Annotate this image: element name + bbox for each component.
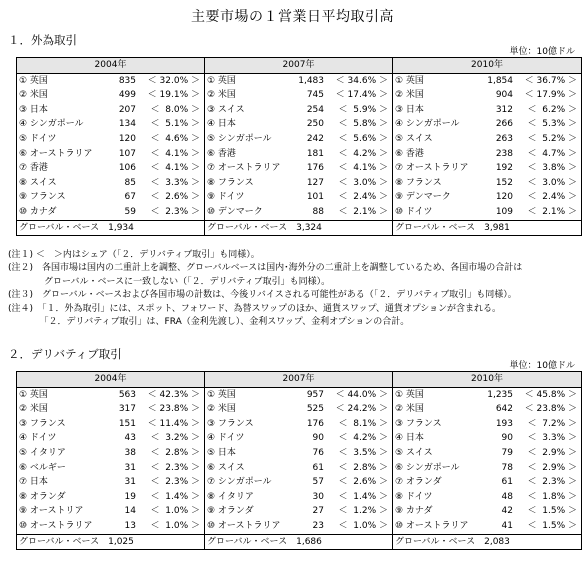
volume-value: 67 xyxy=(124,192,136,203)
country-name: ④ 日本 xyxy=(207,119,236,130)
volume-value: 525 xyxy=(306,404,324,415)
country-name: ④ シンガポール xyxy=(19,119,84,130)
volume-value: 1,854 xyxy=(487,75,513,86)
country-name: ④ 日本 xyxy=(395,433,424,444)
country-name: ⑤ スイス xyxy=(395,133,433,144)
volume-value: 127 xyxy=(306,177,324,188)
table-row xyxy=(17,431,582,446)
country-name: ⑥ スイス xyxy=(207,462,245,473)
country-name: ⑧ オランダ xyxy=(19,491,66,502)
share-value: ＜ 5.9% ＞ xyxy=(338,104,388,115)
country-name: ⑧ フランス xyxy=(207,177,254,188)
country-name: ⑦ シンガポール xyxy=(207,477,272,488)
volume-value: 176 xyxy=(306,163,324,174)
global-base-total: グローバル・ベース 1,934 xyxy=(17,220,205,236)
country-name: ⑦ オーストラリア xyxy=(395,163,469,174)
volume-value: 31 xyxy=(124,462,136,473)
table-row xyxy=(17,490,582,505)
volume-value: 76 xyxy=(312,447,324,458)
table-row xyxy=(17,147,582,162)
share-value: ＜ 17.9% ＞ xyxy=(524,90,577,101)
volume-value: 499 xyxy=(118,90,136,101)
volume-value: 563 xyxy=(118,389,136,400)
country-name: ⑤ ドイツ xyxy=(19,133,57,144)
table-row xyxy=(17,519,582,534)
share-value: ＜ 3.0% ＞ xyxy=(338,177,388,188)
volume-value: 134 xyxy=(118,119,136,130)
volume-value: 1,235 xyxy=(487,389,513,400)
total-row xyxy=(17,534,582,550)
country-name: ① 英国 xyxy=(19,389,48,400)
share-value: ＜ 1.5% ＞ xyxy=(527,520,577,531)
volume-value: 30 xyxy=(312,491,324,502)
country-name: ⑩ オーストラリア xyxy=(19,520,93,531)
country-name: ⑨ フランス xyxy=(19,192,66,203)
country-name: ⑨ ドイツ xyxy=(207,192,245,203)
volume-value: 642 xyxy=(495,404,513,415)
share-value: ＜ 45.8% ＞ xyxy=(524,389,577,400)
volume-value: 109 xyxy=(495,206,513,217)
share-value: ＜ 2.4% ＞ xyxy=(527,192,577,203)
share-value: ＜ 32.0% ＞ xyxy=(147,75,200,86)
country-name: ① 英国 xyxy=(207,389,236,400)
country-name: ⑥ 香港 xyxy=(207,148,236,159)
country-name: ⑩ カナダ xyxy=(19,206,57,217)
share-value: ＜ 1.0% ＞ xyxy=(150,506,200,517)
year-header: 2010年 xyxy=(393,58,582,74)
share-value: ＜ 8.1% ＞ xyxy=(338,418,388,429)
country-name: ⑦ 日本 xyxy=(19,477,48,488)
share-value: ＜ 5.3% ＞ xyxy=(527,119,577,130)
country-name: ⑥ オーストラリア xyxy=(19,148,93,159)
table-row xyxy=(17,205,582,220)
volume-value: 90 xyxy=(312,433,324,444)
volume-value: 120 xyxy=(495,192,513,203)
volume-value: 90 xyxy=(501,433,513,444)
volume-value: 120 xyxy=(118,133,136,144)
table-row xyxy=(17,176,582,191)
volume-value: 904 xyxy=(495,90,513,101)
country-name: ⑨ カナダ xyxy=(395,506,433,517)
volume-value: 57 xyxy=(312,477,324,488)
share-value: ＜ 2.6% ＞ xyxy=(338,477,388,488)
country-name: ⑧ フランス xyxy=(395,177,442,188)
share-value: ＜ 2.8% ＞ xyxy=(338,462,388,473)
table-row xyxy=(17,402,582,417)
country-name: ⑨ オーストリア xyxy=(19,506,84,517)
volume-value: 13 xyxy=(124,520,136,531)
country-name: ① 英国 xyxy=(395,75,424,86)
country-name: ⑦ 香港 xyxy=(19,163,48,174)
note-line: 「２．デリバティブ取引」は、FRA（金利先渡し）、金利スワップ、金利オプションの合計。 xyxy=(8,317,410,328)
country-name: ⑨ オランダ xyxy=(207,506,254,517)
note-line: (注３) グローバル・ベースおよび各国市場の計数は、今後リバイスされる可能性がある（「２．デリバティブ取引」も同様）。 xyxy=(8,290,517,301)
volume-value: 254 xyxy=(306,104,324,115)
country-name: ② 米国 xyxy=(395,90,424,101)
share-value: ＜ 6.2% ＞ xyxy=(527,104,577,115)
share-value: ＜ 7.2% ＞ xyxy=(527,418,577,429)
share-value: ＜ 2.6% ＞ xyxy=(150,192,200,203)
table-row xyxy=(17,161,582,176)
country-name: ⑤ シンガポール xyxy=(207,133,272,144)
share-value: ＜ 11.4% ＞ xyxy=(147,418,200,429)
volume-value: 31 xyxy=(124,477,136,488)
country-name: ② 米国 xyxy=(395,404,424,415)
share-value: ＜ 4.1% ＞ xyxy=(150,148,200,159)
country-name: ③ 日本 xyxy=(395,104,424,115)
volume-value: 242 xyxy=(306,133,324,144)
country-name: ④ ドイツ xyxy=(19,433,57,444)
volume-value: 193 xyxy=(495,418,513,429)
country-name: ⑧ スイス xyxy=(19,177,57,188)
share-value: ＜ 4.2% ＞ xyxy=(338,433,388,444)
country-name: ③ 日本 xyxy=(19,104,48,115)
share-value: ＜ 2.9% ＞ xyxy=(527,447,577,458)
share-value: ＜ 23.8% ＞ xyxy=(147,404,200,415)
volume-value: 312 xyxy=(495,104,513,115)
global-base-total: グローバル・ベース 3,981 xyxy=(393,220,582,236)
share-value: ＜ 2.3% ＞ xyxy=(150,462,200,473)
share-value: ＜ 5.1% ＞ xyxy=(150,119,200,130)
table-row xyxy=(17,73,582,88)
share-value: ＜ 2.4% ＞ xyxy=(338,192,388,203)
table-row xyxy=(17,117,582,132)
volume-value: 79 xyxy=(501,447,513,458)
share-value: ＜ 5.8% ＞ xyxy=(338,119,388,130)
volume-value: 106 xyxy=(118,163,136,174)
country-name: ⑦ オーストラリア xyxy=(207,163,281,174)
section-heading-deriv: ２．デリバティブ取引 xyxy=(8,347,122,361)
volume-value: 151 xyxy=(118,418,136,429)
share-value: ＜ 1.2% ＞ xyxy=(338,506,388,517)
country-name: ② 米国 xyxy=(207,404,236,415)
year-header: 2004年 xyxy=(17,58,205,74)
share-value: ＜ 4.2% ＞ xyxy=(338,148,388,159)
share-value: ＜ 34.6% ＞ xyxy=(335,75,388,86)
country-name: ④ ドイツ xyxy=(207,433,245,444)
volume-value: 61 xyxy=(501,477,513,488)
volume-value: 192 xyxy=(495,163,513,174)
share-value: ＜ 2.3% ＞ xyxy=(150,477,200,488)
fx-table xyxy=(16,57,582,236)
share-value: ＜ 2.8% ＞ xyxy=(150,447,200,458)
volume-value: 1,483 xyxy=(298,75,324,86)
country-name: ① 英国 xyxy=(395,389,424,400)
share-value: ＜ 44.0% ＞ xyxy=(335,389,388,400)
volume-value: 61 xyxy=(312,462,324,473)
country-name: ⑥ シンガポール xyxy=(395,462,460,473)
country-name: ⑧ イタリア xyxy=(207,491,254,502)
share-value: ＜ 4.1% ＞ xyxy=(338,163,388,174)
year-header: 2007年 xyxy=(205,58,393,74)
share-value: ＜ 1.8% ＞ xyxy=(527,491,577,502)
volume-value: 43 xyxy=(124,433,136,444)
country-name: ⑤ スイス xyxy=(395,447,433,458)
share-value: ＜ 3.8% ＞ xyxy=(527,163,577,174)
share-value: ＜ 24.2% ＞ xyxy=(335,404,388,415)
country-name: ② 米国 xyxy=(19,404,48,415)
volume-value: 23 xyxy=(312,520,324,531)
volume-value: 181 xyxy=(306,148,324,159)
volume-value: 250 xyxy=(306,119,324,130)
country-name: ⑥ 香港 xyxy=(395,148,424,159)
table-row xyxy=(17,88,582,103)
table-row xyxy=(17,446,582,461)
share-value: ＜ 1.0% ＞ xyxy=(150,520,200,531)
share-value: ＜ 2.1% ＞ xyxy=(338,206,388,217)
share-value: ＜ 3.5% ＞ xyxy=(338,447,388,458)
table-row xyxy=(17,132,582,147)
country-name: ⑨ デンマーク xyxy=(395,192,451,203)
country-name: ⑤ 日本 xyxy=(207,447,236,458)
global-base-total: グローバル・ベース 2,083 xyxy=(393,534,582,550)
table-row xyxy=(17,475,582,490)
share-value: ＜ 2.3% ＞ xyxy=(527,477,577,488)
volume-value: 101 xyxy=(306,192,324,203)
year-header: 2007年 xyxy=(205,372,393,388)
volume-value: 266 xyxy=(495,119,513,130)
country-name: ⑤ イタリア xyxy=(19,447,66,458)
country-name: ② 米国 xyxy=(19,90,48,101)
share-value: ＜ 1.0% ＞ xyxy=(338,520,388,531)
share-value: ＜ 1.4% ＞ xyxy=(338,491,388,502)
share-value: ＜ 1.5% ＞ xyxy=(527,506,577,517)
share-value: ＜ 4.7% ＞ xyxy=(527,148,577,159)
volume-value: 19 xyxy=(124,491,136,502)
table-row xyxy=(17,387,582,402)
table-row xyxy=(17,461,582,476)
share-value: ＜ 2.3% ＞ xyxy=(150,206,200,217)
derivatives-table xyxy=(16,371,582,550)
share-value: ＜ 2.1% ＞ xyxy=(527,206,577,217)
global-base-total: グローバル・ベース 1,686 xyxy=(205,534,393,550)
year-header: 2010年 xyxy=(393,372,582,388)
volume-value: 48 xyxy=(501,491,513,502)
share-value: ＜ 3.3% ＞ xyxy=(527,433,577,444)
share-value: ＜ 4.6% ＞ xyxy=(150,133,200,144)
volume-value: 38 xyxy=(124,447,136,458)
volume-value: 317 xyxy=(118,404,136,415)
country-name: ③ スイス xyxy=(207,104,245,115)
note-line: (注１) ＜ ＞内はシェア（「２．デリバティブ取引」も同様）。 xyxy=(8,250,260,260)
share-value: ＜ 5.2% ＞ xyxy=(527,133,577,144)
note-line: (注２) 各国市場は国内の二重計上を調整、グローバルベースは国内･海外分の二重計上を調整しているため、各国市場の合計は xyxy=(8,263,523,274)
note-line: グローバル・ベースに一致しない（「２．デリバティブ取引」も同様）。 xyxy=(8,276,331,287)
volume-value: 41 xyxy=(501,520,513,531)
table-row xyxy=(17,190,582,205)
country-name: ① 英国 xyxy=(207,75,236,86)
country-name: ④ シンガポール xyxy=(395,119,460,130)
share-value: ＜ 3.0% ＞ xyxy=(527,177,577,188)
volume-value: 59 xyxy=(124,206,136,217)
volume-value: 207 xyxy=(118,104,136,115)
table-row xyxy=(17,504,582,519)
share-value: ＜ 36.7% ＞ xyxy=(524,75,577,86)
unit-label-fx: 単位：10億ドル xyxy=(509,47,575,57)
share-value: ＜ 2.9% ＞ xyxy=(527,462,577,473)
global-base-total: グローバル・ベース 1,025 xyxy=(17,534,205,550)
volume-value: 263 xyxy=(495,133,513,144)
year-header: 2004年 xyxy=(17,372,205,388)
volume-value: 238 xyxy=(495,148,513,159)
volume-value: 957 xyxy=(306,389,324,400)
country-name: ① 英国 xyxy=(19,75,48,86)
volume-value: 85 xyxy=(124,177,136,188)
notes xyxy=(8,249,580,329)
country-name: ② 米国 xyxy=(207,90,236,101)
share-value: ＜ 4.1% ＞ xyxy=(150,163,200,174)
table-row xyxy=(17,103,582,118)
country-name: ⑩ オーストラリア xyxy=(395,520,469,531)
share-value: ＜ 42.3% ＞ xyxy=(147,389,200,400)
share-value: ＜ 19.1% ＞ xyxy=(147,90,200,101)
page-title: 主要市場の１営業日平均取引高 xyxy=(191,9,394,25)
share-value: ＜ 3.3% ＞ xyxy=(150,177,200,188)
share-value: ＜ 17.4% ＞ xyxy=(335,90,388,101)
country-name: ⑩ デンマーク xyxy=(207,206,263,217)
volume-value: 14 xyxy=(124,506,136,517)
volume-value: 42 xyxy=(501,506,513,517)
country-name: ③ フランス xyxy=(207,418,254,429)
country-name: ③ フランス xyxy=(395,418,442,429)
country-name: ⑩ オーストラリア xyxy=(207,520,281,531)
volume-value: 152 xyxy=(495,177,513,188)
volume-value: 78 xyxy=(501,462,513,473)
note-line: (注４) 「１．外為取引」には、スポット、フォワード、為替スワップのほか、通貨スワップ、通貨オプションが含まれる。 xyxy=(8,303,502,314)
share-value: ＜ 8.0% ＞ xyxy=(150,104,200,115)
global-base-total: グローバル・ベース 3,324 xyxy=(205,220,393,236)
share-value: ＜ 3.2% ＞ xyxy=(150,433,200,444)
unit-label-deriv: 単位：10億ドル xyxy=(509,361,575,371)
volume-value: 27 xyxy=(312,506,324,517)
share-value: ＜ 1.4% ＞ xyxy=(150,491,200,502)
volume-value: 745 xyxy=(306,90,324,101)
country-name: ③ フランス xyxy=(19,418,66,429)
volume-value: 176 xyxy=(306,418,324,429)
volume-value: 88 xyxy=(312,206,324,217)
total-row xyxy=(17,220,582,236)
section-heading-fx: １．外為取引 xyxy=(8,33,77,47)
table-row xyxy=(17,417,582,432)
country-name: ⑥ ベルギー xyxy=(19,462,66,473)
share-value: ＜ 5.6% ＞ xyxy=(338,133,388,144)
share-value: ＜ 23.8% ＞ xyxy=(524,404,577,415)
country-name: ⑩ ドイツ xyxy=(395,206,433,217)
volume-value: 835 xyxy=(118,75,136,86)
country-name: ⑦ オランダ xyxy=(395,477,442,488)
volume-value: 107 xyxy=(118,148,136,159)
country-name: ⑧ ドイツ xyxy=(395,491,433,502)
